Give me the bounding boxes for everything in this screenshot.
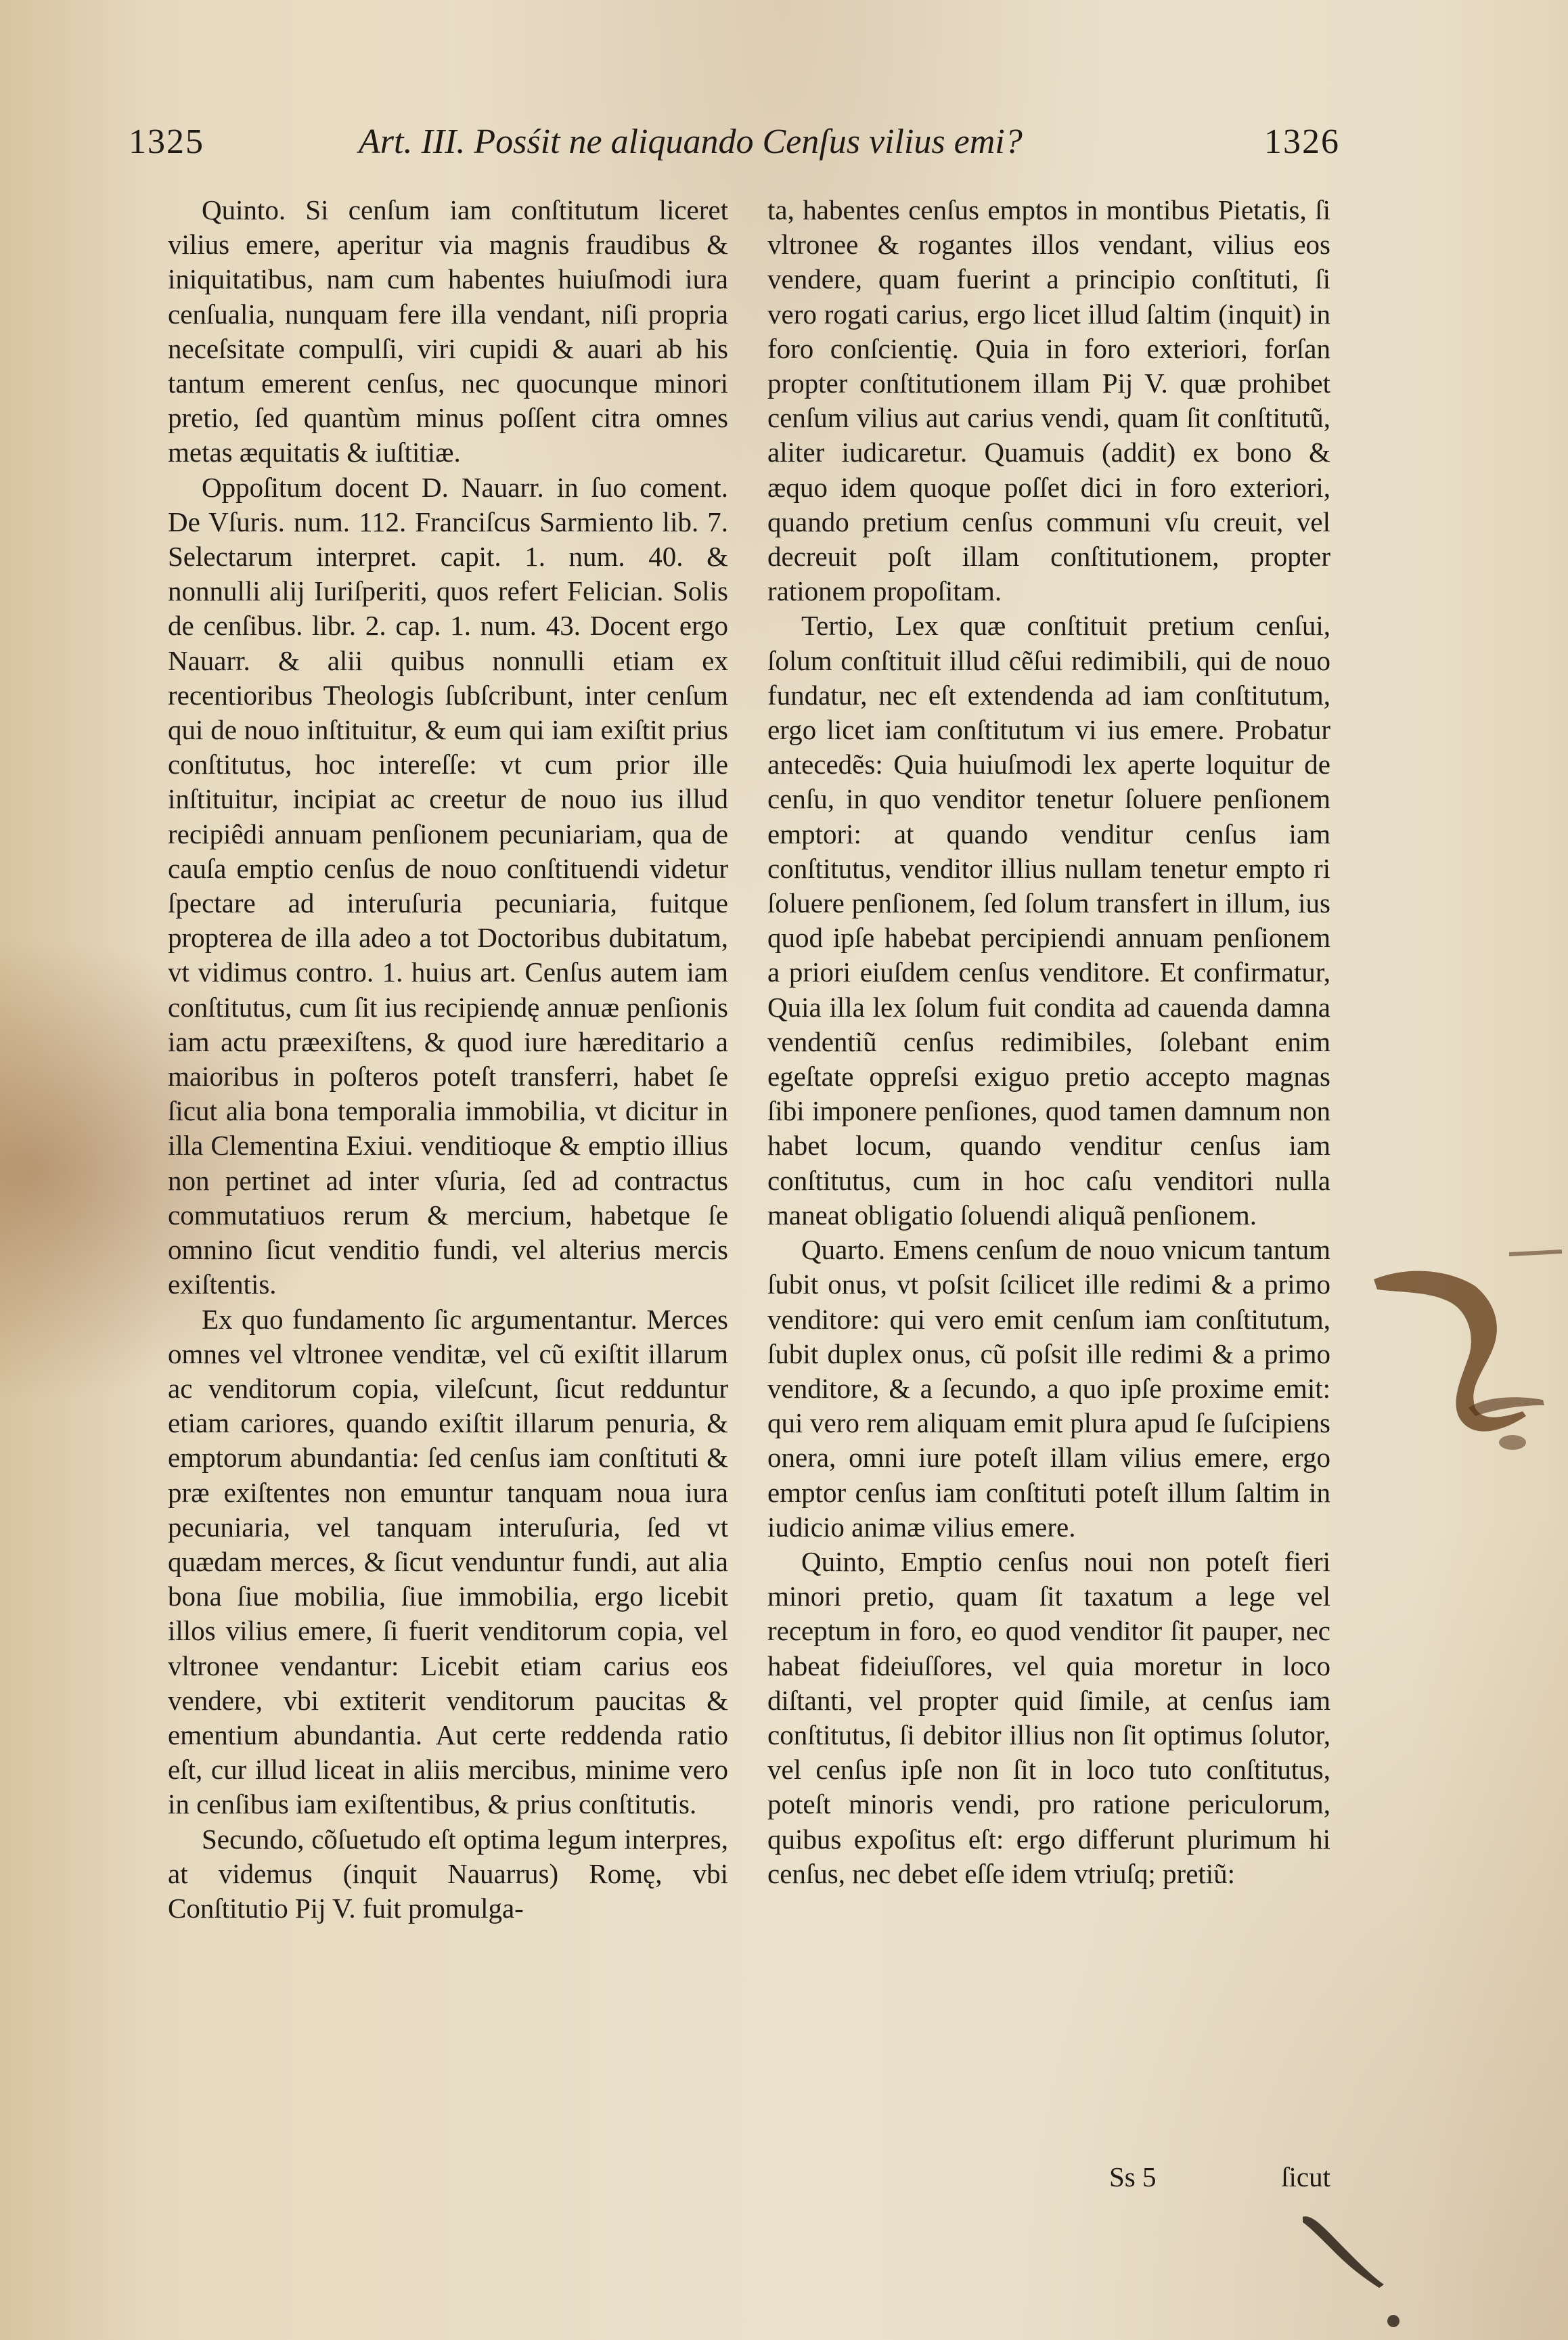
margin-mark-icon (1509, 1244, 1563, 1264)
stain-dot (1499, 1435, 1526, 1450)
signature-mark: Ss 5 (1109, 2161, 1157, 2192)
paragraph: Ex quo fundamento ſic argumentantur. Merces omnes vel vltronee venditæ, vel cũ exiſtit illarum ac venditorum copia, vileſcunt, ſicut redduntur etiam cariores, quando exiſtit illarum penuria, & emptorum abundantia: ſed cenſus iam conſtituti & præ exiſtentes non emuntur tanquam noua iura pecuniaria, vel tanquam interuſuria, ſed vt quædam merces, & ſicut venduntur fundi, aut alia bona ſiue mobilia, ſiue immobilia, ergo licebit illos vilius emere, ſi fuerit venditorum copia, vel vltronee vendantur: Licebit etiam carius eos vendere, vbi extiterit venditorum paucitas & ementium abundantia. Aut certe reddenda ratio eſt, cur illud liceat in aliis mercibus, minime vero in cenſibus iam exiſtentibus, & prius conſtitutis. (168, 1303, 728, 1820)
paragraph-continued: ta, habentes cenſus emptos in montibus Pietatis, ſi vltronee & rogantes illos vendant, vilius eos vendere, quam fuerint a principio conſtituti, ſi vero rogati carius, ergo licet illud ſaltim (inquit) in foro conſcientię. Quia in foro exteriori, forſan propter conſtitutionem illam Pij V. quæ prohibet cenſum vilius aut carius vendi, quam ſit conſtitutũ, aliter iudicaretur. Quamuis (addit) ex bono & æquo idem quoque poſſet dici in foro exteriori, quando pretium cenſus communi vſu creuit, vel decreuit poſt illam conſtitutionem, propter rationem propoſitam. (767, 194, 1330, 607)
right-column (767, 193, 1330, 1891)
running-title: Art. III. Posśit ne aliquando Cenſus vilius emi? (359, 123, 1023, 161)
paragraph: Oppoſitum docent D. Nauarr. in ſuo coment. De Vſuris. num. 112. Franciſcus Sarmiento lib. 7. Selectarum interpret. capit. 1. num. 40. & nonnulli alij Iuriſperiti, quos refert Felician. Solis de cenſibus. libr. 2. cap. 1. num. 43. Docent ergo Nauarr. & alii quibus nonnulli etiam ex recentioribus Theologis ſubſcribunt, inter cenſum qui de nouo inſtituitur, & eum qui iam exiſtit prius conſtitutus, hoc intereſſe: vt cum prior ille inſtituitur, incipiat ac creetur de nouo ius illud recipiêdi annuam penſionem pecuniariam, qua de cauſa emptio cenſus de nouo conſtituendi videtur ſpectare ad interuſuria pecuniaria, fuitque propterea de illa adeo a tot Doctoribus dubitatum, vt vidimus contro. 1. huius art. Cenſus autem iam conſtitutus, cum ſit ius recipiendę annuæ penſionis iam actu præexiſtens, & quod iure hæreditario a maioribus in poſteros poteſt transferri, habet ſe ſicut alia bona temporalia immobilia, vt dicitur in illa Clementina Exiui. venditioque & emptio illius non pertinet ad inter vſuria, ſed ad contractus commutatiuos rerum & mercium, habetque ſe omnino ſicut venditio fundi, vel alterius mercis exiſtentis. (168, 471, 728, 1300)
running-head (129, 122, 1340, 176)
ink-stain-icon (1367, 1239, 1556, 1462)
catchword: ſicut (1281, 2161, 1330, 2192)
paragraph: Quinto. Si cenſum iam conſtitutum liceret vilius emere, aperitur via magnis fraudibus & iniquitatibus, nam cum habentes huiuſmodi iura cenſualia, nunquam fere illa vendant, niſi propria neceſsitate compulſi, viri cupidi & auari ab his tantum emerent cenſus, nec quocunque minori pretio, ſed quantùm minus poſſent citra omnes metas æquitatis & iuſtitiæ. (168, 194, 728, 468)
paragraph: Tertio, Lex quæ conſtituit pretium cenſui, ſolum conſtituit illud cẽſui redimibili, qui de nouo fundatur, nec eſt extendenda ad iam conſtitutum, ergo licet iam conſtitutum vi ius emere. Probatur antecedẽs: Quia huiuſmodi lex aperte loquitur de cenſu, in quo venditor tenetur ſoluere penſionem emptori: at quando venditur cenſus iam conſtitutus, venditor illius nullam tenetur empto ri ſoluere penſionem, ſed ſolum transfert in illum, ius quod ipſe habebat percipiendi annuam penſionem a priori eiuſdem cenſus venditore. Et confirmatur, Quia illa lex ſolum fuit condita ad cauenda damna vendentiũ cenſus redimibiles, ſolebant enim egeſtate oppreſsi exiguo pretio accepto magnas ſibi imponere penſiones, quod tamen damnum non habet locum, quando venditur cenſus iam conſtitutus, cum in hoc caſu venditori nulla maneat obligatio ſoluendi aliquã penſionem. (767, 610, 1330, 1231)
paragraph: Quarto. Emens cenſum de nouo vnicum tantum ſubit onus, vt poſsit ſcilicet ille redimi & a primo venditore: qui vero emit cenſum iam conſtitutum, ſubit duplex onus, cũ poſsit ille redimi & a primo venditore, & a ſecundo, a quo ipſe proxime emit: qui vero rem aliquam emit plura apud ſe ſuſcipiens onera, omni iure poteſt illam vilius emere, ergo emptor cenſus iam conſtituti poteſt illum ſaltim in iudicio animæ vilius emere. (767, 1234, 1330, 1543)
paragraph: Quinto, Emptio cenſus noui non poteſt fieri minori pretio, quam ſit taxatum a lege vel receptum in foro, eo quod venditor ſit pauper, nec habeat fideiuſſores, vel quia moretur in loco diſtanti, vel propter quid ſimile, at cenſus iam conſtitutus, ſi debitor illius non ſit optimus ſolutor, vel cenſus ipſe non ſit in loco tuto conſtitutus, poteſt minoris vendi, pro ratione periculorum, quibus expoſitus eſt: ergo differunt plurimum hi cenſus, nec debet eſſe idem vtriuſq; pretiũ: (767, 1545, 1330, 1889)
left-column (168, 193, 728, 1926)
stain-dot (1387, 2315, 1399, 2327)
paragraph: Secundo, cõſuetudo eſt optima legum interpres, at videmus (inquit Nauarrus) Romę, vbi Conſtitutio Pij V. fuit promulga- (168, 1823, 728, 1924)
page-number-left: 1325 (129, 123, 204, 161)
ink-mark-icon (1299, 2203, 1387, 2291)
page-footer (767, 2161, 1330, 2201)
page-number-right: 1326 (1264, 123, 1340, 161)
